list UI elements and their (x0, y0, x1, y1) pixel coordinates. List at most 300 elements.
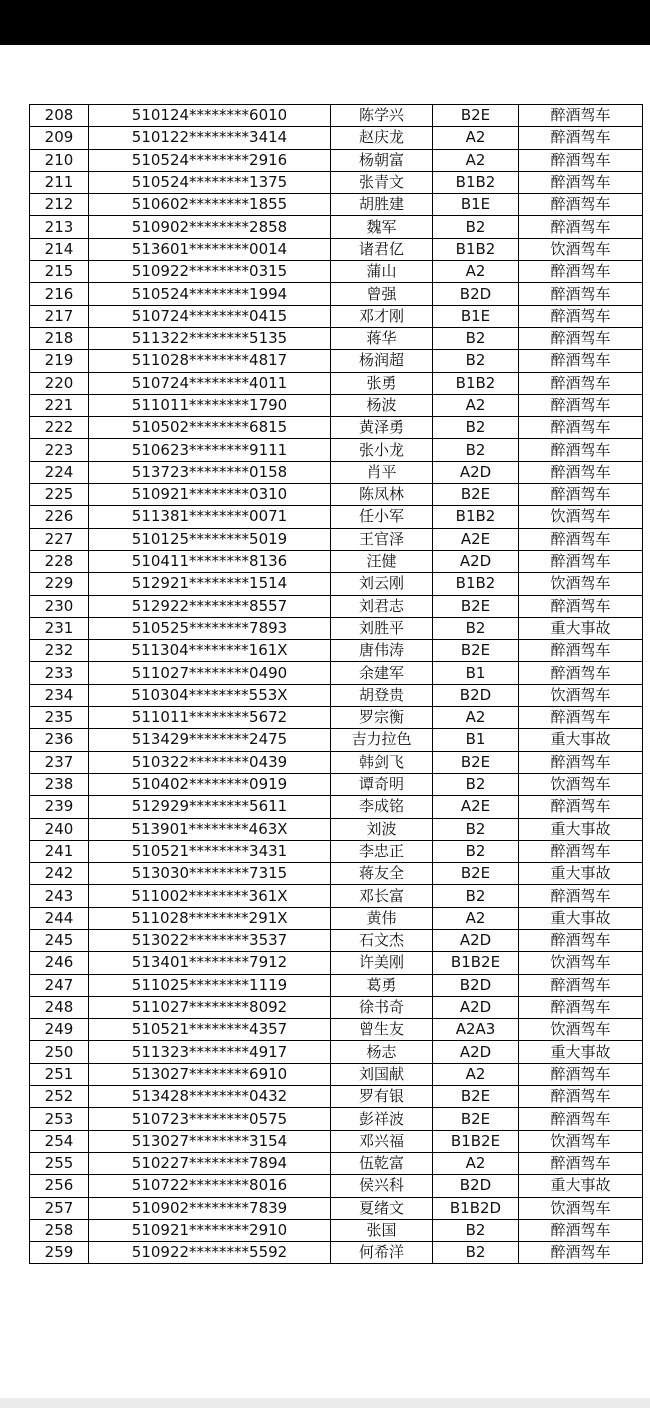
table-row (30, 684, 643, 706)
reason-cell: 醉酒驾车 (519, 974, 643, 996)
reason-cell: 饮酒驾车 (519, 238, 643, 260)
reason-cell: 重大事故 (519, 907, 643, 929)
table-row (30, 327, 643, 349)
name-cell: 李忠正 (331, 840, 433, 862)
reason-cell: 醉酒驾车 (519, 1152, 643, 1174)
row-number-cell: 226 (30, 506, 89, 528)
table-row (30, 439, 643, 461)
id-number-cell: 511028********4817 (89, 350, 331, 372)
row-number-cell: 254 (30, 1130, 89, 1152)
reason-cell: 醉酒驾车 (519, 595, 643, 617)
id-number-cell: 511028********291X (89, 907, 331, 929)
name-cell: 刘云刚 (331, 573, 433, 595)
reason-cell: 醉酒驾车 (519, 350, 643, 372)
license-class-cell: A2D (433, 550, 519, 572)
table-row (30, 1108, 643, 1130)
id-number-cell: 513428********0432 (89, 1086, 331, 1108)
id-number-cell: 512922********8557 (89, 595, 331, 617)
row-number-cell: 237 (30, 751, 89, 773)
name-cell: 胡胜建 (331, 194, 433, 216)
row-number-cell: 242 (30, 863, 89, 885)
row-number-cell: 259 (30, 1242, 89, 1264)
row-number-cell: 221 (30, 394, 89, 416)
license-class-cell: B2D (433, 684, 519, 706)
row-number-cell: 212 (30, 194, 89, 216)
reason-cell: 饮酒驾车 (519, 1130, 643, 1152)
name-cell: 蒋华 (331, 327, 433, 349)
license-class-cell: B1B2E (433, 952, 519, 974)
license-class-cell: A2D (433, 996, 519, 1018)
id-number-cell: 510521********3431 (89, 840, 331, 862)
reason-cell: 醉酒驾车 (519, 372, 643, 394)
name-cell: 余建军 (331, 662, 433, 684)
reason-cell: 饮酒驾车 (519, 952, 643, 974)
reason-cell: 饮酒驾车 (519, 1197, 643, 1219)
license-class-cell: A2D (433, 929, 519, 951)
row-number-cell: 222 (30, 417, 89, 439)
table-row (30, 1086, 643, 1108)
table-row (30, 907, 643, 929)
table-row (30, 863, 643, 885)
row-number-cell: 249 (30, 1019, 89, 1041)
license-class-cell: B2E (433, 484, 519, 506)
id-number-cell: 510304********553X (89, 684, 331, 706)
reason-cell: 醉酒驾车 (519, 261, 643, 283)
name-cell: 魏军 (331, 216, 433, 238)
reason-cell: 重大事故 (519, 729, 643, 751)
row-number-cell: 232 (30, 640, 89, 662)
id-number-cell: 510521********4357 (89, 1019, 331, 1041)
reason-cell: 醉酒驾车 (519, 707, 643, 729)
row-number-cell: 214 (30, 238, 89, 260)
name-cell: 刘波 (331, 818, 433, 840)
license-class-cell: B2 (433, 1242, 519, 1264)
id-number-cell: 511304********161X (89, 640, 331, 662)
id-number-cell: 510411********8136 (89, 550, 331, 572)
table-row (30, 1130, 643, 1152)
license-class-cell: B2 (433, 417, 519, 439)
name-cell: 葛勇 (331, 974, 433, 996)
reason-cell: 醉酒驾车 (519, 1242, 643, 1264)
name-cell: 杨志 (331, 1041, 433, 1063)
license-class-cell: B2 (433, 818, 519, 840)
license-class-cell: B1B2 (433, 372, 519, 394)
name-cell: 张勇 (331, 372, 433, 394)
name-cell: 唐伟涛 (331, 640, 433, 662)
table-row (30, 1242, 643, 1264)
id-number-cell: 513027********3154 (89, 1130, 331, 1152)
license-class-cell: B1B2D (433, 1197, 519, 1219)
id-number-cell: 513401********7912 (89, 952, 331, 974)
table-row (30, 1219, 643, 1241)
license-class-cell: B1B2 (433, 238, 519, 260)
row-number-cell: 257 (30, 1197, 89, 1219)
table-row (30, 773, 643, 795)
table-row (30, 528, 643, 550)
table-row (30, 952, 643, 974)
row-number-cell: 240 (30, 818, 89, 840)
license-class-cell: A2D (433, 461, 519, 483)
name-cell: 刘国献 (331, 1063, 433, 1085)
row-number-cell: 241 (30, 840, 89, 862)
table-row (30, 595, 643, 617)
license-class-cell: B2E (433, 751, 519, 773)
license-class-cell: A2D (433, 1041, 519, 1063)
name-cell: 徐书奇 (331, 996, 433, 1018)
table-row (30, 662, 643, 684)
row-number-cell: 236 (30, 729, 89, 751)
table-row (30, 305, 643, 327)
name-cell: 汪健 (331, 550, 433, 572)
reason-cell: 饮酒驾车 (519, 684, 643, 706)
name-cell: 刘君志 (331, 595, 433, 617)
name-cell: 诸君亿 (331, 238, 433, 260)
id-number-cell: 512921********1514 (89, 573, 331, 595)
row-number-cell: 213 (30, 216, 89, 238)
row-number-cell: 223 (30, 439, 89, 461)
reason-cell: 醉酒驾车 (519, 394, 643, 416)
license-class-cell: B2D (433, 1175, 519, 1197)
table-row (30, 617, 643, 639)
license-class-cell: B2 (433, 885, 519, 907)
license-class-cell: B1B2 (433, 506, 519, 528)
name-cell: 李成铭 (331, 796, 433, 818)
row-number-cell: 245 (30, 929, 89, 951)
license-class-cell: B1B2 (433, 573, 519, 595)
name-cell: 何希洋 (331, 1242, 433, 1264)
name-cell: 胡登贵 (331, 684, 433, 706)
table-row (30, 974, 643, 996)
name-cell: 曾生友 (331, 1019, 433, 1041)
name-cell: 邓兴福 (331, 1130, 433, 1152)
reason-cell: 重大事故 (519, 863, 643, 885)
row-number-cell: 225 (30, 484, 89, 506)
row-number-cell: 238 (30, 773, 89, 795)
row-number-cell: 215 (30, 261, 89, 283)
license-class-cell: B1 (433, 662, 519, 684)
id-number-cell: 510124********6010 (89, 105, 331, 127)
table-row (30, 885, 643, 907)
table-row (30, 1152, 643, 1174)
name-cell: 蒋友全 (331, 863, 433, 885)
id-number-cell: 510722********8016 (89, 1175, 331, 1197)
table-row (30, 751, 643, 773)
row-number-cell: 234 (30, 684, 89, 706)
name-cell: 吉力拉色 (331, 729, 433, 751)
id-number-cell: 511027********0490 (89, 662, 331, 684)
reason-cell: 醉酒驾车 (519, 216, 643, 238)
license-class-cell: B2E (433, 105, 519, 127)
id-number-cell: 510922********5592 (89, 1242, 331, 1264)
name-cell: 邓才刚 (331, 305, 433, 327)
id-number-cell: 510602********1855 (89, 194, 331, 216)
id-number-cell: 510902********7839 (89, 1197, 331, 1219)
reason-cell: 醉酒驾车 (519, 840, 643, 862)
row-number-cell: 224 (30, 461, 89, 483)
license-class-cell: B1B2 (433, 171, 519, 193)
table-row (30, 127, 643, 149)
row-number-cell: 243 (30, 885, 89, 907)
row-number-cell: 219 (30, 350, 89, 372)
row-number-cell: 220 (30, 372, 89, 394)
id-number-cell: 510724********4011 (89, 372, 331, 394)
table-row (30, 640, 643, 662)
license-class-cell: A2 (433, 1063, 519, 1085)
reason-cell: 重大事故 (519, 1175, 643, 1197)
id-number-cell: 510524********1994 (89, 283, 331, 305)
name-cell: 伍乾富 (331, 1152, 433, 1174)
revoked-license-table (29, 104, 643, 1264)
reason-cell: 重大事故 (519, 617, 643, 639)
reason-cell: 醉酒驾车 (519, 484, 643, 506)
row-number-cell: 239 (30, 796, 89, 818)
row-number-cell: 235 (30, 707, 89, 729)
reason-cell: 醉酒驾车 (519, 996, 643, 1018)
table-row (30, 506, 643, 528)
name-cell: 杨波 (331, 394, 433, 416)
name-cell: 任小军 (331, 506, 433, 528)
row-number-cell: 250 (30, 1041, 89, 1063)
id-number-cell: 510921********0310 (89, 484, 331, 506)
table-row (30, 929, 643, 951)
row-number-cell: 227 (30, 528, 89, 550)
id-number-cell: 511027********8092 (89, 996, 331, 1018)
name-cell: 侯兴科 (331, 1175, 433, 1197)
license-class-cell: B2 (433, 350, 519, 372)
table-row (30, 1175, 643, 1197)
id-number-cell: 510723********0575 (89, 1108, 331, 1130)
id-number-cell: 510724********0415 (89, 305, 331, 327)
row-number-cell: 209 (30, 127, 89, 149)
id-number-cell: 510524********1375 (89, 171, 331, 193)
table-row (30, 1197, 643, 1219)
license-class-cell: B2 (433, 773, 519, 795)
id-number-cell: 511002********361X (89, 885, 331, 907)
id-number-cell: 510125********5019 (89, 528, 331, 550)
table-row (30, 840, 643, 862)
reason-cell: 醉酒驾车 (519, 171, 643, 193)
row-number-cell: 258 (30, 1219, 89, 1241)
table-row (30, 394, 643, 416)
row-number-cell: 216 (30, 283, 89, 305)
id-number-cell: 513723********0158 (89, 461, 331, 483)
id-number-cell: 510623********9111 (89, 439, 331, 461)
name-cell: 韩剑飞 (331, 751, 433, 773)
reason-cell: 醉酒驾车 (519, 885, 643, 907)
name-cell: 谭奇明 (331, 773, 433, 795)
reason-cell: 饮酒驾车 (519, 506, 643, 528)
row-number-cell: 256 (30, 1175, 89, 1197)
row-number-cell: 251 (30, 1063, 89, 1085)
license-class-cell: B2 (433, 1219, 519, 1241)
name-cell: 曾强 (331, 283, 433, 305)
reason-cell: 醉酒驾车 (519, 640, 643, 662)
table-row (30, 996, 643, 1018)
row-number-cell: 248 (30, 996, 89, 1018)
reason-cell: 醉酒驾车 (519, 305, 643, 327)
row-number-cell: 211 (30, 171, 89, 193)
reason-cell: 饮酒驾车 (519, 1019, 643, 1041)
reason-cell: 重大事故 (519, 818, 643, 840)
status-bar (0, 0, 650, 45)
id-number-cell: 510227********7894 (89, 1152, 331, 1174)
id-number-cell: 511011********1790 (89, 394, 331, 416)
id-number-cell: 510122********3414 (89, 127, 331, 149)
license-class-cell: B2 (433, 439, 519, 461)
reason-cell: 醉酒驾车 (519, 327, 643, 349)
reason-cell: 醉酒驾车 (519, 1108, 643, 1130)
id-number-cell: 511025********1119 (89, 974, 331, 996)
table-row (30, 1063, 643, 1085)
id-number-cell: 510524********2916 (89, 149, 331, 171)
table-row (30, 1041, 643, 1063)
table-row (30, 1019, 643, 1041)
reason-cell: 醉酒驾车 (519, 461, 643, 483)
license-class-cell: B2 (433, 840, 519, 862)
name-cell: 陈学兴 (331, 105, 433, 127)
license-class-cell: B2E (433, 1086, 519, 1108)
license-class-cell: A2 (433, 261, 519, 283)
name-cell: 罗宗衡 (331, 707, 433, 729)
license-class-cell: B2D (433, 283, 519, 305)
reason-cell: 重大事故 (519, 1041, 643, 1063)
name-cell: 彭祥波 (331, 1108, 433, 1130)
name-cell: 夏绪文 (331, 1197, 433, 1219)
row-number-cell: 208 (30, 105, 89, 127)
name-cell: 许美刚 (331, 952, 433, 974)
name-cell: 肖平 (331, 461, 433, 483)
license-class-cell: B2E (433, 1108, 519, 1130)
table-row (30, 796, 643, 818)
license-class-cell: B2E (433, 863, 519, 885)
id-number-cell: 513022********3537 (89, 929, 331, 951)
reason-cell: 醉酒驾车 (519, 149, 643, 171)
reason-cell: 醉酒驾车 (519, 1063, 643, 1085)
table-row (30, 573, 643, 595)
license-class-cell: A2 (433, 394, 519, 416)
row-number-cell: 244 (30, 907, 89, 929)
table-row (30, 149, 643, 171)
license-class-cell: A2 (433, 149, 519, 171)
table-row (30, 105, 643, 127)
table-row (30, 171, 643, 193)
license-class-cell: A2 (433, 127, 519, 149)
reason-cell: 饮酒驾车 (519, 773, 643, 795)
reason-cell: 醉酒驾车 (519, 105, 643, 127)
license-class-cell: A2 (433, 907, 519, 929)
table-row (30, 417, 643, 439)
table-row (30, 216, 643, 238)
reason-cell: 醉酒驾车 (519, 439, 643, 461)
reason-cell: 醉酒驾车 (519, 1219, 643, 1241)
table-row (30, 707, 643, 729)
license-class-cell: A2 (433, 1152, 519, 1174)
row-number-cell: 231 (30, 617, 89, 639)
table-row (30, 194, 643, 216)
license-class-cell: B1B2E (433, 1130, 519, 1152)
name-cell: 蒲山 (331, 261, 433, 283)
id-number-cell: 513901********463X (89, 818, 331, 840)
id-number-cell: 510525********7893 (89, 617, 331, 639)
table-row (30, 261, 643, 283)
row-number-cell: 247 (30, 974, 89, 996)
table-body (30, 105, 643, 1264)
license-class-cell: B1 (433, 729, 519, 751)
row-number-cell: 229 (30, 573, 89, 595)
table-row (30, 283, 643, 305)
id-number-cell: 510922********0315 (89, 261, 331, 283)
id-number-cell: 511323********4917 (89, 1041, 331, 1063)
reason-cell: 醉酒驾车 (519, 751, 643, 773)
name-cell: 王官泽 (331, 528, 433, 550)
table-row (30, 238, 643, 260)
name-cell: 张小龙 (331, 439, 433, 461)
table-row (30, 818, 643, 840)
row-number-cell: 217 (30, 305, 89, 327)
row-number-cell: 253 (30, 1108, 89, 1130)
id-number-cell: 512929********5611 (89, 796, 331, 818)
reason-cell: 醉酒驾车 (519, 1086, 643, 1108)
table-row (30, 372, 643, 394)
reason-cell: 醉酒驾车 (519, 929, 643, 951)
license-class-cell: B2 (433, 617, 519, 639)
name-cell: 石文杰 (331, 929, 433, 951)
row-number-cell: 252 (30, 1086, 89, 1108)
name-cell: 罗有银 (331, 1086, 433, 1108)
name-cell: 陈凤林 (331, 484, 433, 506)
license-class-cell: B2E (433, 595, 519, 617)
id-number-cell: 510921********2910 (89, 1219, 331, 1241)
id-number-cell: 510502********6815 (89, 417, 331, 439)
id-number-cell: 510322********0439 (89, 751, 331, 773)
row-number-cell: 246 (30, 952, 89, 974)
id-number-cell: 513027********6910 (89, 1063, 331, 1085)
name-cell: 张国 (331, 1219, 433, 1241)
reason-cell: 醉酒驾车 (519, 528, 643, 550)
row-number-cell: 233 (30, 662, 89, 684)
row-number-cell: 210 (30, 149, 89, 171)
name-cell: 张青文 (331, 171, 433, 193)
license-class-cell: B2D (433, 974, 519, 996)
reason-cell: 醉酒驾车 (519, 796, 643, 818)
license-class-cell: B1E (433, 305, 519, 327)
table-row (30, 484, 643, 506)
reason-cell: 醉酒驾车 (519, 194, 643, 216)
name-cell: 杨润超 (331, 350, 433, 372)
table-row (30, 350, 643, 372)
license-class-cell: A2E (433, 528, 519, 550)
license-class-cell: B2E (433, 640, 519, 662)
id-number-cell: 513030********7315 (89, 863, 331, 885)
name-cell: 刘胜平 (331, 617, 433, 639)
name-cell: 黄伟 (331, 907, 433, 929)
table-row (30, 729, 643, 751)
name-cell: 黄泽勇 (331, 417, 433, 439)
reason-cell: 醉酒驾车 (519, 550, 643, 572)
id-number-cell: 510902********2858 (89, 216, 331, 238)
row-number-cell: 228 (30, 550, 89, 572)
id-number-cell: 513429********2475 (89, 729, 331, 751)
license-class-cell: A2 (433, 707, 519, 729)
row-number-cell: 230 (30, 595, 89, 617)
name-cell: 赵庆龙 (331, 127, 433, 149)
id-number-cell: 511381********0071 (89, 506, 331, 528)
license-class-cell: B2 (433, 216, 519, 238)
reason-cell: 醉酒驾车 (519, 662, 643, 684)
row-number-cell: 255 (30, 1152, 89, 1174)
license-class-cell: A2A3 (433, 1019, 519, 1041)
name-cell: 杨朝富 (331, 149, 433, 171)
